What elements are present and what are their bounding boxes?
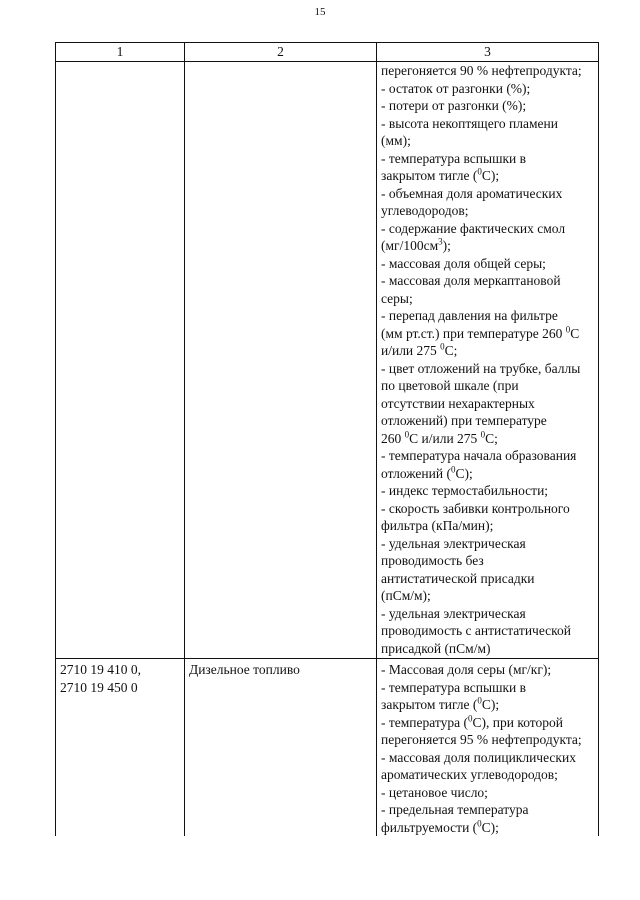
table-row bbox=[56, 659, 599, 837]
cell-line: - массовая доля меркаптановой bbox=[381, 273, 561, 288]
cell-line: - температура вспышки в bbox=[381, 679, 527, 695]
cell-line: - массовая доля общей серы; bbox=[381, 255, 546, 271]
cell-line: - высота некоптящего пламени bbox=[381, 115, 558, 131]
cell-line: - индекс термостабильности; bbox=[381, 483, 549, 498]
cell-line: проводимость без bbox=[381, 553, 484, 568]
cell-line: (мм рт.ст.) при температуре 260 $^0$С bbox=[381, 324, 580, 341]
cell-line: - удельная электрическая bbox=[381, 535, 526, 551]
cell-line: присадкой (пСм/м) bbox=[381, 640, 491, 656]
regulation-table bbox=[55, 42, 599, 836]
cell-line: отсутствии нехарактерных bbox=[381, 395, 535, 411]
cell-line: закрытом тигле ($^0$С); bbox=[381, 695, 500, 712]
cell-line: - объемная доля ароматических bbox=[381, 185, 563, 201]
cell-line: фильтра (кПа/мин); bbox=[381, 518, 494, 533]
cell-line: отложений) при температуре bbox=[381, 413, 547, 428]
page-number: 15 bbox=[314, 6, 326, 18]
cell-line: - цвет отложений на трубке, баллы bbox=[381, 360, 581, 376]
cell-line: - Массовая доля серы (мг/кг); bbox=[381, 662, 552, 677]
cell-line: - потери от разгонки (%); bbox=[381, 98, 527, 113]
properties-cell bbox=[377, 659, 599, 837]
properties-cell bbox=[377, 62, 599, 659]
cell-line: по цветовой шкале (при bbox=[381, 378, 519, 393]
cell-line: закрытом тигле ($^0$С); bbox=[381, 166, 500, 183]
table-header-row bbox=[56, 43, 599, 62]
cell-line: проводимость с антистатической bbox=[381, 623, 572, 638]
cell-line: - удельная электрическая bbox=[381, 605, 526, 621]
cell-line: - содержание фактических смол bbox=[381, 220, 566, 236]
name-cell: Дизельное топливо bbox=[185, 659, 377, 837]
cell-line: серы; bbox=[381, 290, 413, 306]
cell-line: углеводородов; bbox=[381, 203, 469, 218]
cell-line: - температура начала образования bbox=[381, 448, 577, 463]
cell-line: перегоняется 95 % нефтепродукта; bbox=[381, 732, 582, 747]
cell-line: и/или 275 $^0$С; bbox=[381, 341, 458, 358]
cell-line: 2710 19 450 0 bbox=[60, 679, 138, 695]
cell-line: отложений ($^0$С); bbox=[381, 464, 473, 481]
name-cell bbox=[185, 62, 377, 659]
cell-line: 2710 19 410 0, bbox=[60, 662, 141, 677]
cell-line: фильтруемости ($^0$С); bbox=[381, 818, 499, 835]
cell-line: - цетановое число; bbox=[381, 784, 488, 800]
cell-line: (пСм/м); bbox=[381, 588, 431, 603]
column-header-1: 1 bbox=[56, 43, 185, 62]
cell-line: антистатической присадки bbox=[381, 570, 535, 586]
cell-line: - массовая доля полициклических bbox=[381, 749, 576, 765]
cell-line: 260 $^0$С и/или 275 $^0$С; bbox=[381, 429, 498, 446]
cell-line: перегоняется 90 % нефтепродукта; bbox=[381, 63, 582, 78]
cell-line: - скорость забивки контрольного bbox=[381, 500, 570, 516]
cell-line: - перепад давления на фильтре bbox=[381, 308, 558, 323]
code-cell bbox=[56, 659, 185, 837]
column-header-3: 3 bbox=[377, 43, 599, 62]
table-row bbox=[56, 62, 599, 659]
cell-line: - температура ($^0$С), при которой bbox=[381, 713, 563, 730]
cell-line: (мм); bbox=[381, 133, 411, 148]
code-cell bbox=[56, 62, 185, 659]
cell-line: - остаток от разгонки (%); bbox=[381, 80, 531, 96]
cell-line: - предельная температура bbox=[381, 802, 529, 817]
cell-line: - температура вспышки в bbox=[381, 150, 527, 166]
cell-line: $(мг/100см^3)$; bbox=[381, 236, 451, 253]
cell-line: ароматических углеводородов; bbox=[381, 767, 558, 782]
column-header-2: 2 bbox=[185, 43, 377, 62]
